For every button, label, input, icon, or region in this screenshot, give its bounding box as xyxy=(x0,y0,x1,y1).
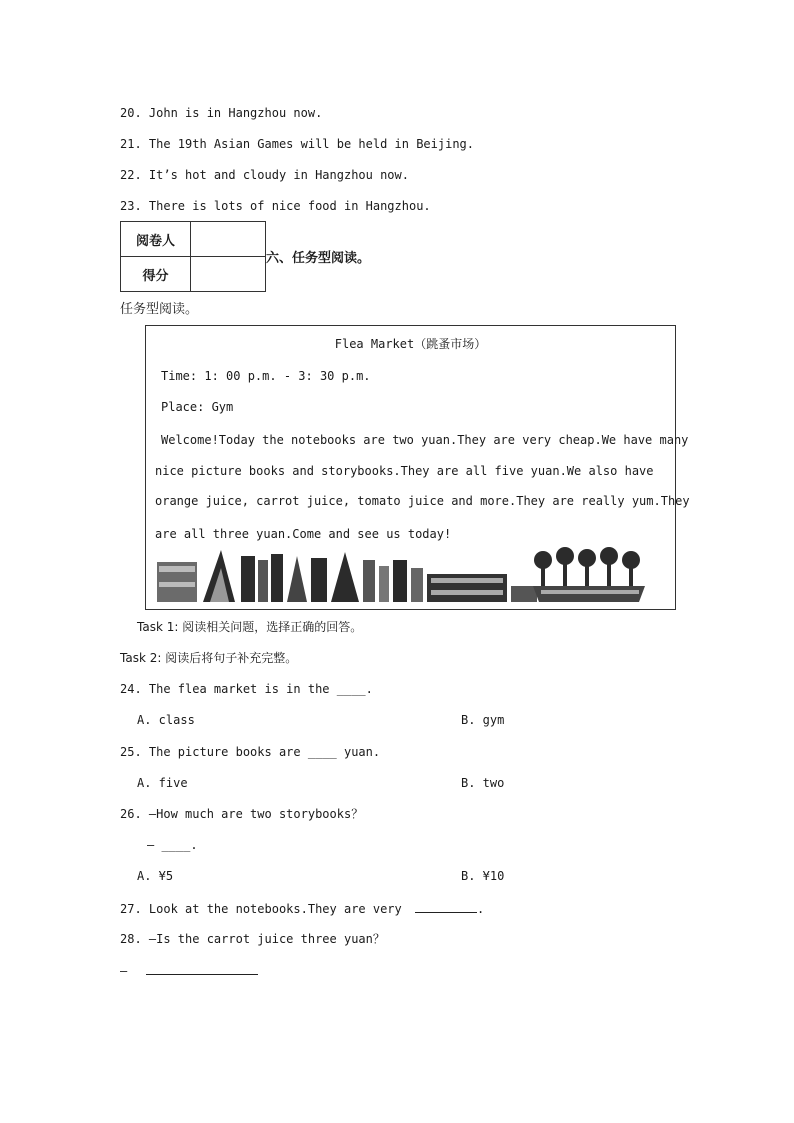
statement-21: 21. The 19th Asian Games will be held in Beijing. xyxy=(120,137,475,151)
question-28: 28. —Is the carrot juice three yuan？ xyxy=(120,932,385,946)
passage-time: Time: 1: 00 p.m. - 3: 30 p.m. xyxy=(161,369,371,383)
q25-option-a: A. five xyxy=(137,776,188,790)
q25-option-b: B. two xyxy=(461,776,505,790)
q24-option-b: B. gym xyxy=(461,713,505,727)
q24-option-a: A. class xyxy=(137,713,195,727)
section-title: 六、任务型阅读。 xyxy=(266,251,371,266)
score-table xyxy=(120,221,266,292)
passage-line-3: orange juice, carrot juice, tomato juice and more.They are really yum.They xyxy=(155,494,690,508)
question-25: 25. The picture books are ____ yuan. xyxy=(120,745,381,759)
q28-reply xyxy=(120,962,258,979)
q28-reply-dash: — xyxy=(120,964,128,978)
reviewer-value-cell xyxy=(191,222,266,257)
score-label: 得分 xyxy=(121,257,191,292)
question-24: 24. The flea market is in the ____. xyxy=(120,682,373,696)
q27-answer-blank[interactable] xyxy=(415,900,477,913)
passage-line-1: Welcome!Today the notebooks are two yuan.They are very cheap.We have many xyxy=(161,433,689,447)
flea-market-passage xyxy=(145,325,690,610)
passage-line-2: nice picture books and storybooks.They are all five yuan.We also have xyxy=(155,464,654,478)
question-26: 26. —How much are two storybooks？ xyxy=(120,807,364,821)
q27-end: . xyxy=(477,902,485,916)
flea-market-illustration xyxy=(155,546,648,604)
q27-stem: 27. Look at the notebooks.They are very xyxy=(120,902,402,916)
question-27 xyxy=(120,900,484,917)
score-value-cell xyxy=(191,257,266,292)
passage-line-4: are all three yuan.Come and see us today! xyxy=(155,527,452,541)
passage-title: Flea Market（跳蚤市场） xyxy=(334,337,487,351)
statement-23: 23. There is lots of nice food in Hangzhou. xyxy=(120,199,431,213)
q26-option-a: A. ¥5 xyxy=(137,869,174,883)
statement-22: 22. It’s hot and cloudy in Hangzhou now. xyxy=(120,168,409,182)
q26-reply: — ____. xyxy=(147,838,198,852)
q28-answer-blank[interactable] xyxy=(146,962,258,975)
q26-option-b: B. ¥10 xyxy=(461,869,505,883)
section-intro: 任务型阅读。 xyxy=(120,302,199,317)
reviewer-label: 阅卷人 xyxy=(121,222,191,257)
task-2-instruction: Task 2: 阅读后将句子补充完整。 xyxy=(120,651,298,665)
passage-place: Place: Gym xyxy=(161,400,234,414)
statement-20: 20. John is in Hangzhou now. xyxy=(120,106,323,120)
task-1-instruction: Task 1: 阅读相关问题，选择正确的回答。 xyxy=(137,620,363,634)
